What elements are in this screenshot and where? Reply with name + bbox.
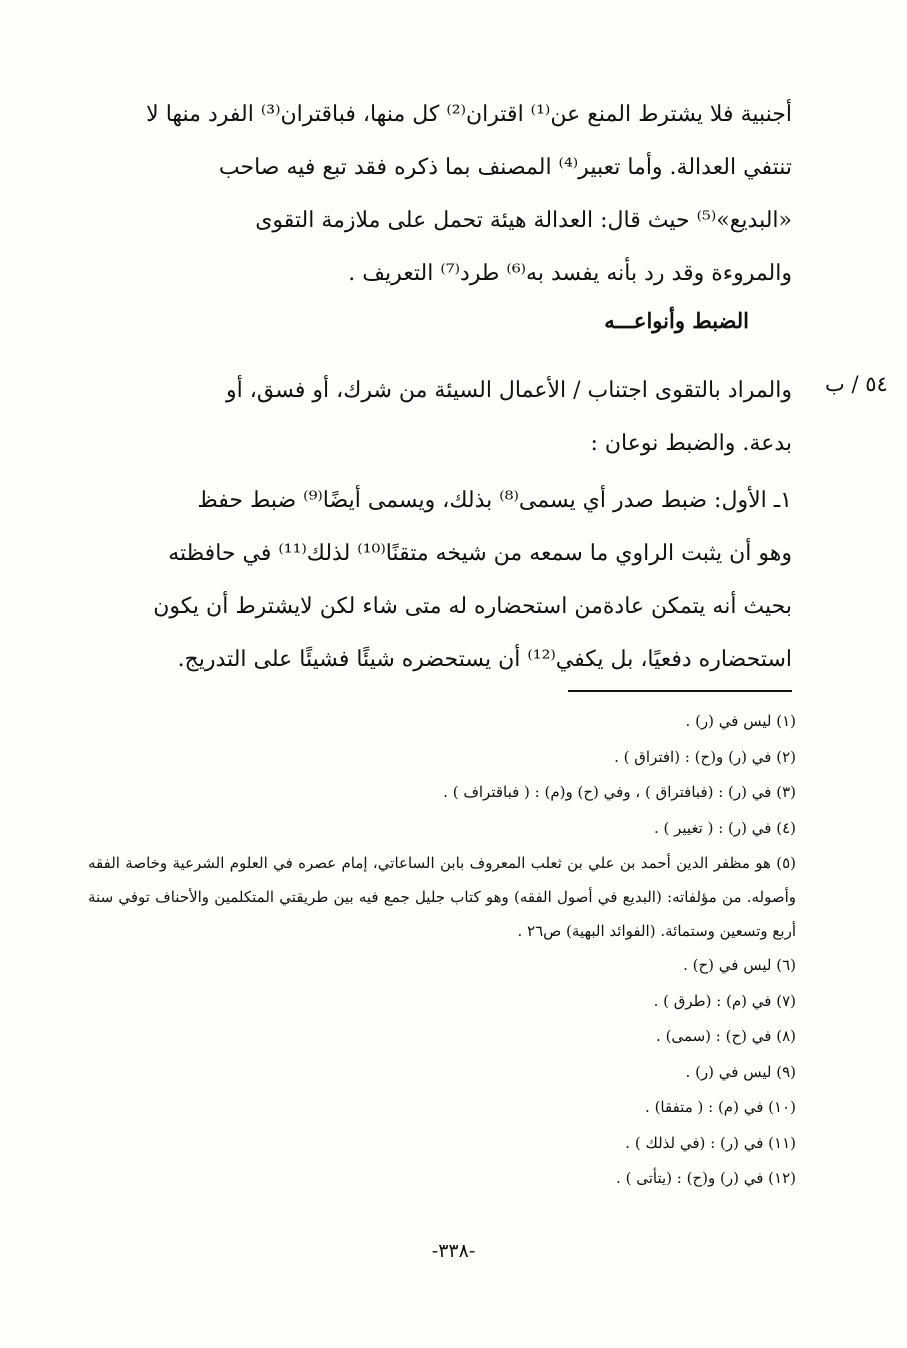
footnote: (١١) في (ر) : (في لذلك ) . [625,1133,796,1152]
text-line: أجنبية فلا يشترط المنع عن⁽¹⁾ اقتران⁽²⁾ كل منها، فباقتران⁽³⁾ الفرد منها لا [146,102,792,127]
text-line: بحيث أنه يتمكن عادةمن استحضاره له متى شاء لكن لايشترط أن يكون [153,594,792,619]
footnotes-list [88,704,796,1197]
footnote: (٧) في (م) : (طرق ) . [653,991,796,1010]
footnote: (٣) في (ر) : (فبافتراق ) ، وفي (ح) و(م) : ( فباقتراف ) . [443,783,796,801]
footnote: (٦) ليس في (ح) . [683,956,796,974]
footnote: (١٠) في (م) : ( متفقا) . [645,1098,796,1116]
footnote: (٢) في (ر) و(ح) : (افتراق ) . [614,747,796,766]
footnote: (٨) في (ح) : (سمى) . [656,1027,796,1045]
section-heading: الضبط وأنواعـــه [604,308,749,333]
footnote: (١) ليس في (ر) . [685,712,796,730]
text-line: ١ـ الأول: ضبط صدر أي يسمى⁽⁸⁾ بذلك، ويسمى أيضًا⁽⁹⁾ ضبط حفظ [197,488,792,513]
text-line: «البديع»⁽⁵⁾ حيث قال: العدالة هيئة تحمل على ملازمة التقوى [255,208,792,233]
footnote: (٤) في (ر) : ( تغيير ) . [653,818,796,837]
text-line: والمراد بالتقوى اجتناب / الأعمال السيئة من شرك، أو فسق، أو [226,378,792,403]
footnote: (٥) هو مظفر الدين أحمد بن علي بن ثعلب المعروف بابن الساعاتي، إمام عصره في العلوم الشرعية وخاصة الفقه وأصوله. من مؤلفاته: (البديع في أصول الفقه) وهو كتاب جليل جمع فيه بين طريقتي المتكلمين والأحناف توفي سنة أربع وتسعين وستمائة. (الفوائد البهية) ص٢٦ . [88,854,796,940]
text-line: وهو أن يثبت الراوي ما سمعه من شيخه متقنًا⁽¹⁰⁾ لذلك⁽¹¹⁾ في حافظته [168,541,792,566]
footnote-separator [568,690,792,692]
paragraph-taqwa [90,364,792,470]
paragraph-dabt-sadr [90,474,792,686]
page-number: -٣٣٨- [431,1240,476,1262]
text-line: والمروءة وقد رد بأنه يفسد به⁽⁶⁾ طرد⁽⁷⁾ التعريف . [348,261,792,286]
text-line: تنتفي العدالة. وأما تعبير⁽⁴⁾ المصنف بما ذكره فقد تبع فيه صاحب [218,155,792,180]
folio-margin-note: ٥٤ / ب [825,372,888,396]
footnote: (٩) ليس في (ر) . [685,1062,796,1081]
footnote: (١٢) في (ر) و(ح) : (يتأتى ) . [616,1169,796,1187]
paragraph-adalah [90,88,792,300]
text-line: استحضاره دفعيًا، بل يكفي⁽¹²⁾ أن يستحضره شيئًا فشيئًا على التدريج. [177,647,792,672]
text-line: بدعة. والضبط نوعان : [590,431,792,456]
